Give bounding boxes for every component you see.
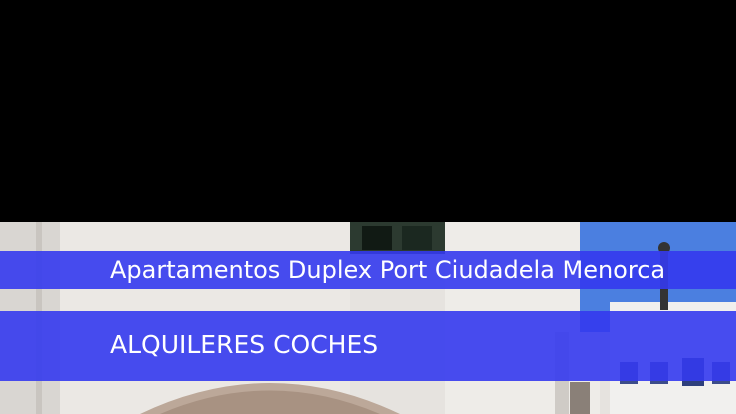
listing-title-banner: Apartamentos Duplex Port Ciudadela Menorca <box>0 251 736 289</box>
listing-subtitle-banner: ALQUILERES COCHES <box>0 311 736 381</box>
